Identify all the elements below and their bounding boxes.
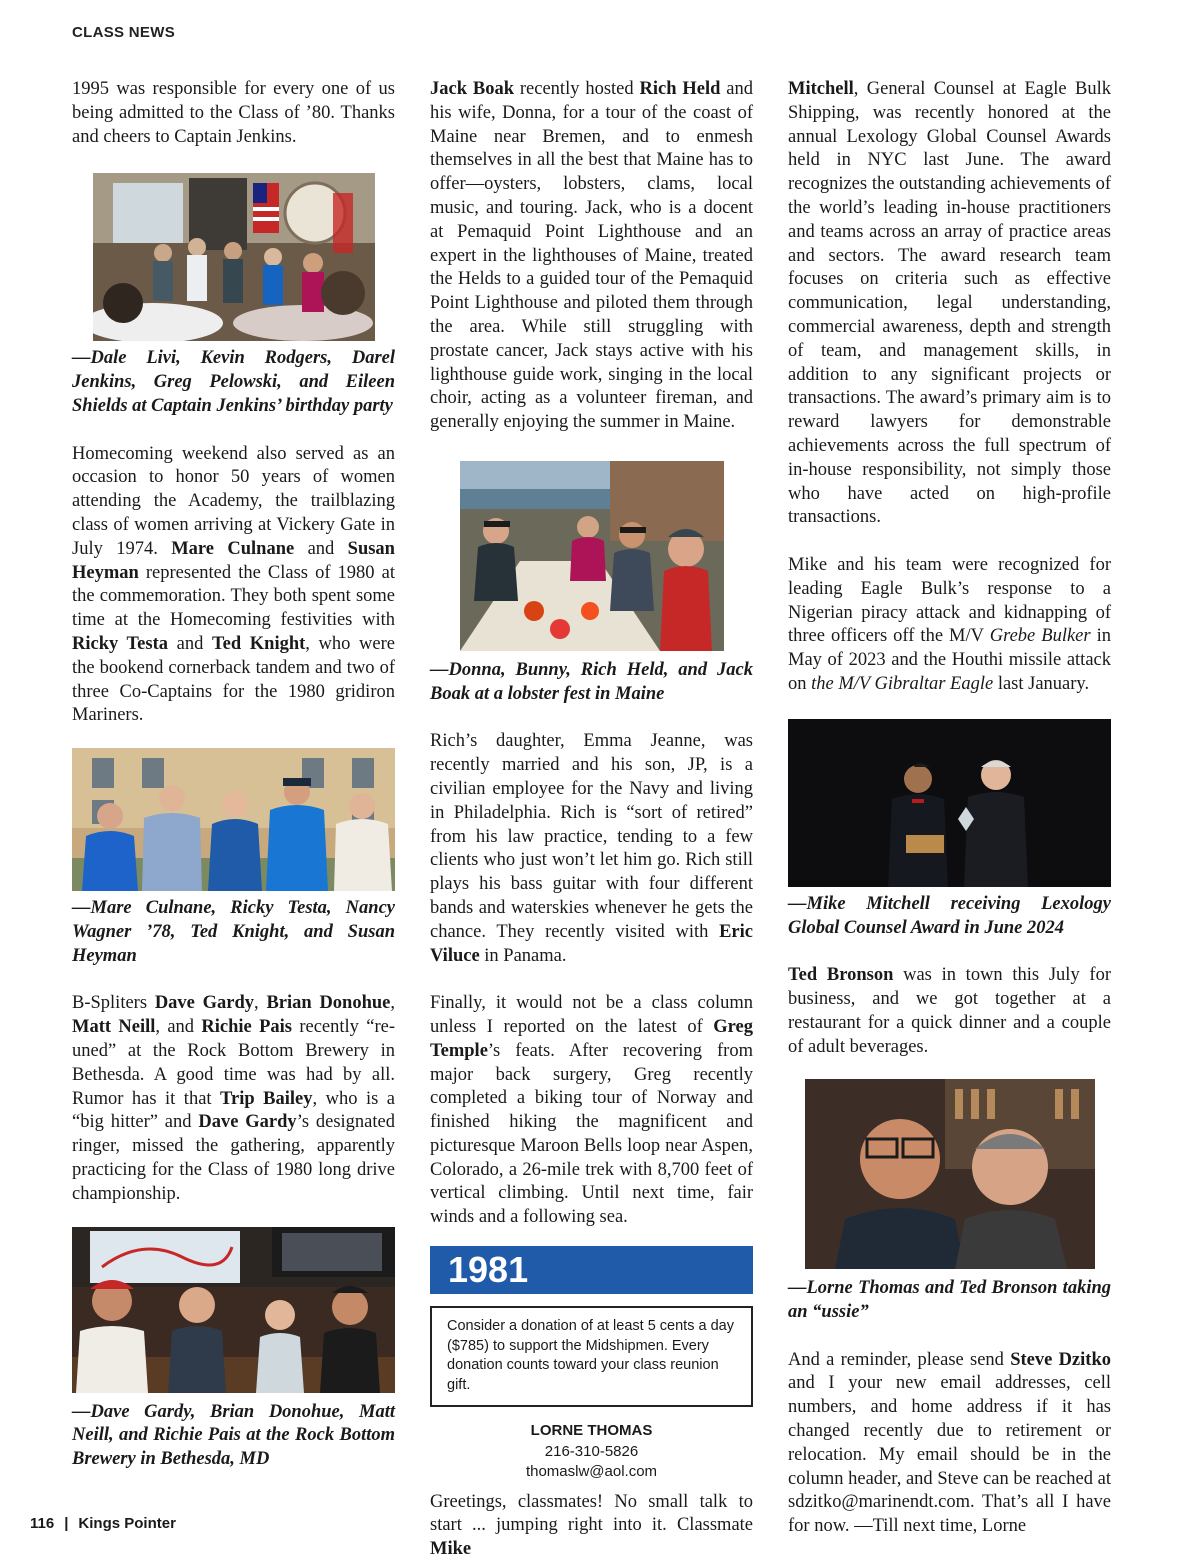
photo-caption: —Lorne Thomas and Ted Bronson taking an “ussie” xyxy=(788,1278,1111,1323)
col1-paragraph-3: B-Spliters Dave Gardy, Brian Donohue, Matt Neill, and Richie Pais recently “re-uned” at the Rock Bottom Brewery in Bethesda. A good time was had by all. Rumor has it that Trip Bailey, who is a “big hitter” and Dave Gardy’s designated ringer, missed the gathering, apparently practicing for the Class of 1980 long drive championship. xyxy=(72,993,396,1204)
col3-paragraph-3: Ted Bronson was in town this July for business, and we got together at a restaurant for a quick dinner and a couple of adult beverages. xyxy=(788,965,1111,1057)
photo-caption: —Mare Culnane, Ricky Testa, Nancy Wagner ’78, Ted Knight, and Susan Heyman xyxy=(72,898,395,966)
photo-homecoming-group xyxy=(72,748,395,891)
col2-paragraph-3: Finally, it would not be a class column unless I reported on the latest of Greg Temple’s feats. After recovering from major back surgery, Greg recently completed a biking tour of Norway and finished hiking the magnificent and picturesque Maroon Bells loop near Aspen, Colorado, a 26-mile trek with 8,700 feet of vertical climbing. Until next time, fair winds and a following sea. xyxy=(430,993,753,1228)
column-1 xyxy=(72,78,395,1472)
col3-paragraph-2: Mike and his team were recognized for leading Eagle Bulk’s response to a Nigerian piracy attack and kidnapping of three officers off the M/V Grebe Bulker in May of 2023 and the Houthi missile attack on the M/V Gibraltar Eagle last January. xyxy=(788,554,1112,694)
column-3 xyxy=(788,78,1111,1539)
col1-paragraph-2: Homecoming weekend also served as an occasion to honor 50 years of women attending the Academy, the trailblazing class of women arriving at Vickery Gate in July 1974. Mare Culnane and Susan Heyman represented the Class of 1980 at the commemoration. They both spent some time at the Homecoming festivities with Ricky Testa and Ted Knight, who were the bookend cornerback tandem and two of three Co-Captains for the 1980 gridiron Mariners. xyxy=(72,443,395,726)
donation-box: Consider a donation of at least 5 cents a day ($785) to support the Midshipmen. Every donation counts toward your class reunion gift. xyxy=(430,1306,753,1407)
col1-paragraph-1: 1995 was responsible for every one of us being admitted to the Class of ’80. Thanks and cheers to Captain Jenkins. xyxy=(72,79,395,147)
section-label: CLASS NEWS xyxy=(72,24,176,41)
col2-paragraph-1: Jack Boak recently hosted Rich Held and his wife, Donna, for a tour of the coast of Maine near Bremen, and to enmesh themselves in all the best that Maine has to offer—oysters, lobsters, clams, local music, and touring. Jack, who is a docent at Pemaquid Point Lighthouse and an expert in the lighthouses of Maine, treated the Helds to a guided tour of the Pemaquid Point Lighthouse and piloted them through the area. While still struggling with prostate cancer, Jack stays active with his lighthouse guide work, singing in the local choir, acting as a volunteer fireman, and generally enjoying the summer in Maine. xyxy=(430,79,754,433)
footer-separator: | xyxy=(64,1515,69,1532)
contact-phone: 216-310-5826 xyxy=(544,1442,639,1460)
photo-rock-bottom-brewery xyxy=(72,1227,395,1393)
photo-caption: —Dave Gardy, Brian Donohue, Matt Neill, and Richie Pais at the Rock Bottom Brewery in Bethesda, MD xyxy=(72,1401,395,1470)
photo-caption: —Mike Mitchell receiving Lexology Global Counsel Award in June 2024 xyxy=(788,893,1111,938)
col2-paragraph-2: Rich’s daughter, Emma Jeanne, was recently married and his son, JP, is a civilian employee for the Navy and living in Philadelphia. Rich is “sort of retired” from his law practice, tending to a few clients who just won’t let him go. Rich still plays his bass guitar with four different bands and waterskies whenever he gets the chance. They recently visited with Eric Viluce in Panama. xyxy=(430,731,753,966)
photo-caption: —Dale Livi, Kevin Rodgers, Darel Jenkins, Greg Pelowski, and Eileen Shields at Captain Jenkins’ birthday party xyxy=(72,348,395,416)
photo-ussie xyxy=(805,1079,1095,1269)
class-contact xyxy=(430,1421,753,1483)
year-banner: 1981 xyxy=(430,1246,753,1294)
col3-paragraph-1: Mitchell, General Counsel at Eagle Bulk Shipping, was recently honored at the annual Lexology Global Counsel Awards held in NYC last June. The award recognizes the outstanding achievements of the world’s leading in-house practitioners and teams across an array of practice areas and sectors. The award research team focuses on criteria such as effective communication, legal understanding, commercial awareness, depth and strength of team, and management skills, in addition to any significant projects or transactions. The award’s primary aim is to reward lawyers for demonstrable achievements across the full spectrum of in-house responsibility, not simply those who have acted on high-profile transactions. xyxy=(788,79,1111,528)
column-2 xyxy=(430,78,753,1562)
photo-lobster-fest xyxy=(460,461,724,651)
page-footer xyxy=(30,1515,176,1532)
col2-paragraph-4: Greetings, classmates! No small talk to start ... jumping right into it. Classmate Mike xyxy=(430,1491,753,1560)
photo-birthday-party xyxy=(93,173,375,341)
photo-award-ceremony xyxy=(788,719,1111,887)
photo-caption: —Donna, Bunny, Rich Held, and Jack Boak at a lobster fest in Maine xyxy=(430,659,753,704)
page-number: 116 xyxy=(30,1515,55,1532)
contact-email[interactable]: thomaslw@aol.com xyxy=(525,1463,658,1481)
contact-name: LORNE THOMAS xyxy=(530,1422,653,1440)
publication-name: Kings Pointer xyxy=(78,1515,176,1532)
col3-paragraph-4: And a reminder, please send Steve Dzitko and I your new email addresses, cell numbers, and home address if it has changed recently due to retirement or relocation. My email should be in the column header, and Steve can be reached at sdzitko@marinendt.com. That’s all I have for now. —Till next time, Lorne xyxy=(788,1349,1111,1537)
